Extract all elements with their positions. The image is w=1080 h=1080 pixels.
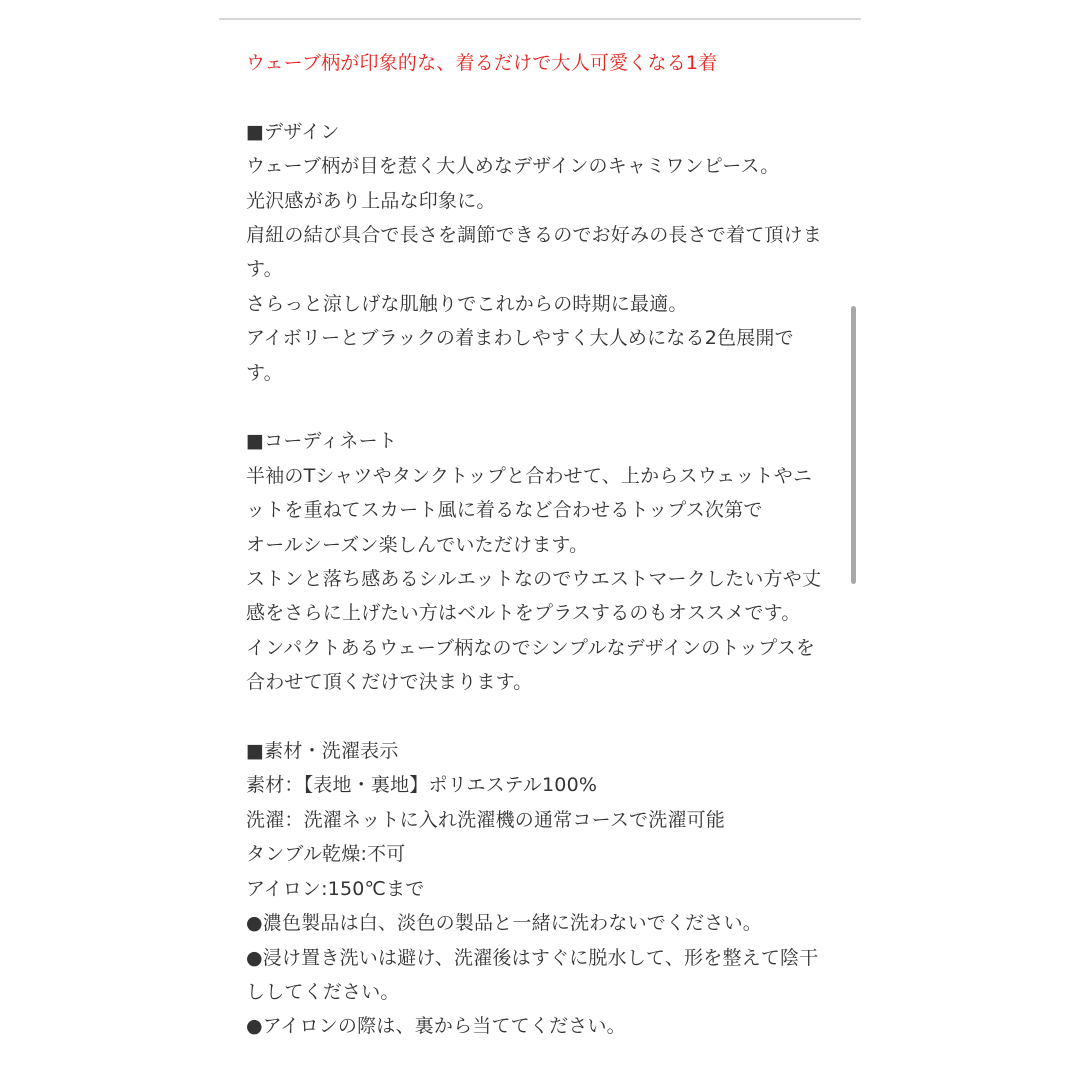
coordinate-line: 感をさらに上げたい方はベルトをプラスするのもオススメです。: [246, 602, 801, 625]
design-line: 光沢感があり上品な印象に。: [246, 189, 496, 212]
material-line: 洗濯：洗濯ネットに入れ洗濯機の通常コースで洗濯可能: [246, 808, 726, 831]
scrollbar-thumb[interactable]: [851, 306, 856, 584]
design-line: ウェーブ柄が目を惹く大人めなデザインのキャミワンピース。: [246, 155, 780, 178]
material-line: 素材：【表地・裏地】ポリエステル100%: [246, 774, 598, 797]
section-heading-design: ■デザイン: [246, 120, 340, 143]
design-line: さらっと涼しげな肌触りでこれからの時期に最適。: [246, 292, 688, 315]
material-line: ●濃色製品は白、淡色の製品と一緒に洗わないでください。: [246, 912, 762, 935]
coordinate-line: 半袖のTシャツやタンクトップと合わせて、上からスウェットやニ: [246, 464, 813, 487]
blank-line: [246, 80, 846, 114]
material-line: ししてください。: [246, 980, 400, 1003]
vertical-scrollbar[interactable]: [848, 300, 858, 590]
material-line: ●浸け置き洗いは避け、洗濯後はすぐに脱水して、形を整えて陰干: [246, 946, 819, 969]
section-heading-coordinate: ■コーディネート: [246, 430, 398, 453]
blank-line: [246, 390, 846, 424]
section-heading-material: ■素材・洗濯表示: [246, 740, 399, 763]
top-divider: [219, 18, 861, 20]
design-line: す。: [246, 258, 283, 281]
material-line: タンブル乾燥:不可: [246, 843, 406, 866]
coordinate-line: ストンと落ち感あるシルエットなのでウエストマークしたい方や丈: [246, 568, 822, 591]
coordinate-line: 合わせて頂くだけで決まります。: [246, 671, 533, 694]
material-line: ●アイロンの際は、裏から当ててください。: [246, 1015, 626, 1038]
headline: ウェーブ柄が印象的な、着るだけで大人可愛くなる1着: [246, 52, 718, 74]
blank-line: [246, 700, 846, 734]
design-line: アイボリーとブラックの着まわしやすく大人めになる2色展開で: [246, 327, 794, 350]
product-description: [246, 46, 846, 1044]
material-line: アイロン:150℃まで: [246, 877, 425, 900]
coordinate-line: ットを重ねてスカート風に着るなど合わせるトップス次第で: [246, 499, 763, 522]
design-line: 肩紐の結び具合で長さを調節できるのでお好みの長さで着て頂けま: [246, 224, 823, 247]
coordinate-line: オールシーズン楽しんでいただけます。: [246, 533, 589, 556]
design-line: す。: [246, 361, 283, 384]
coordinate-line: インパクトあるウェーブ柄なのでシンプルなデザインのトップスを: [246, 636, 816, 659]
